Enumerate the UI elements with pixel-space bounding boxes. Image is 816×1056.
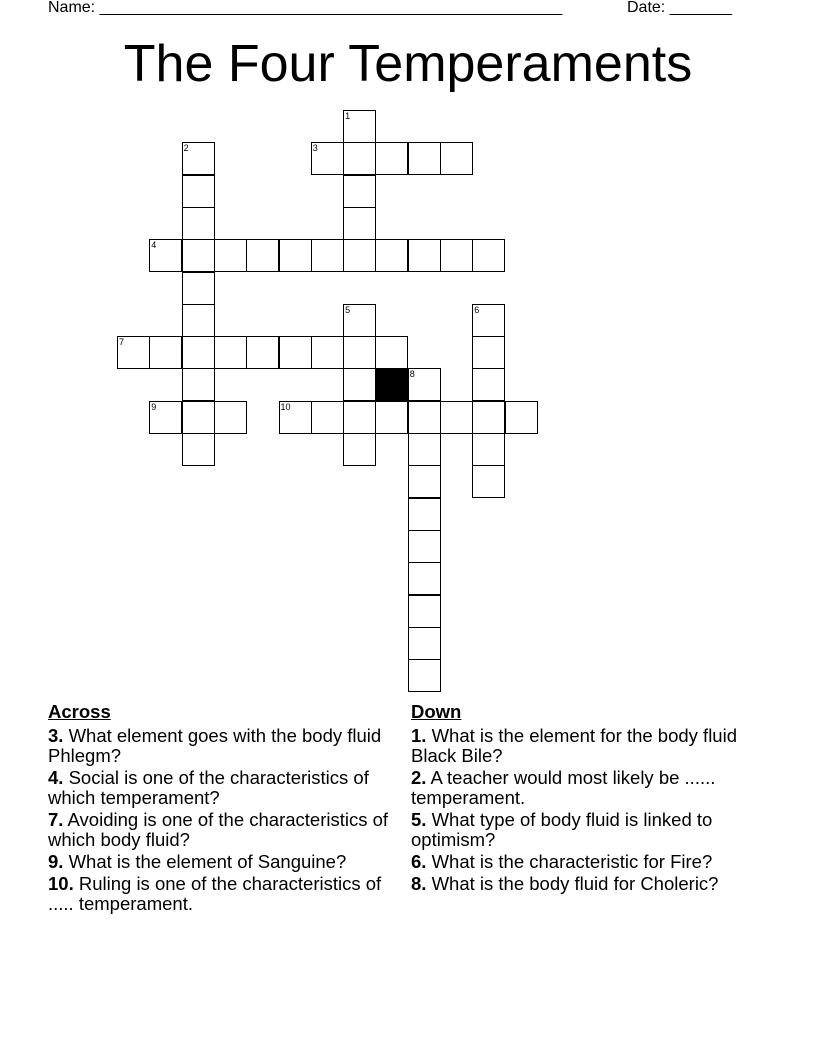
cell-number: 1 <box>345 111 351 121</box>
crossword-cell[interactable] <box>311 336 344 369</box>
cell-number: 9 <box>151 401 157 412</box>
crossword-cell[interactable] <box>182 401 215 434</box>
clue-number: 7. <box>48 809 64 830</box>
crossword-cell[interactable] <box>182 142 215 175</box>
page-title: The Four Temperaments <box>123 35 693 93</box>
clue-number: 10. <box>48 873 74 894</box>
crossword-cell[interactable] <box>279 336 312 369</box>
clue-number: 4. <box>48 767 64 788</box>
crossword-cell[interactable] <box>343 401 376 434</box>
crossword-cell[interactable] <box>408 433 441 466</box>
clue-text: What is the body fluid for Choleric? <box>426 873 719 894</box>
crossword-cell[interactable] <box>408 368 441 401</box>
clue-text: What is the element for the body fluid Black Bile? <box>411 725 737 766</box>
crossword-cell[interactable] <box>182 207 215 240</box>
down-clue <box>411 852 751 872</box>
across-clue <box>48 726 408 766</box>
crossword-cell[interactable] <box>408 562 441 595</box>
across-clues <box>48 702 408 916</box>
crossword-cell[interactable] <box>408 142 441 175</box>
crossword-cell[interactable] <box>343 110 376 143</box>
crossword-cell[interactable] <box>408 627 441 660</box>
cell-number: 5 <box>345 304 351 315</box>
clue-number: 9. <box>48 851 64 872</box>
crossword-cell[interactable] <box>343 433 376 466</box>
clue-text: What type of body fluid is linked to optimism? <box>411 809 713 850</box>
clue-text: What is the element of Sanguine? <box>63 851 347 872</box>
down-clue <box>411 768 751 808</box>
crossword-cell[interactable] <box>149 336 182 369</box>
crossword-cell[interactable] <box>246 336 279 369</box>
crossword-cell[interactable] <box>311 239 344 272</box>
clue-number: 3. <box>48 725 64 746</box>
crossword-cell[interactable] <box>472 336 505 369</box>
crossword-cell[interactable] <box>343 142 376 175</box>
crossword-cell[interactable] <box>440 401 473 434</box>
cell-number: 3 <box>312 143 318 154</box>
crossword-cell[interactable] <box>505 401 538 434</box>
crossword-cell[interactable] <box>182 336 215 369</box>
crossword-cell[interactable] <box>117 336 150 369</box>
down-clues <box>411 702 751 896</box>
crossword-cell[interactable] <box>375 336 408 369</box>
crossword-cell[interactable] <box>182 272 215 305</box>
across-heading: Across <box>48 701 111 722</box>
crossword-cell[interactable] <box>375 239 408 272</box>
across-clue <box>48 874 408 914</box>
crossword-cell[interactable] <box>472 465 505 498</box>
clue-number: 8. <box>411 873 427 894</box>
crossword-cell[interactable] <box>472 239 505 272</box>
crossword-cell[interactable] <box>182 433 215 466</box>
across-clue <box>48 852 408 872</box>
crossword-cell[interactable] <box>343 336 376 369</box>
crossword-cell[interactable] <box>182 239 215 272</box>
crossword-cell[interactable] <box>311 401 344 434</box>
clue-text: What is the characteristic for Fire? <box>426 851 713 872</box>
crossword-cell[interactable] <box>408 239 441 272</box>
name-field-label: Name: ____________________________________________________ <box>48 0 563 16</box>
crossword-cell[interactable] <box>440 142 473 175</box>
across-clue <box>48 768 408 808</box>
clue-text: Ruling is one of the characteristics of ..... temperament. <box>48 873 382 914</box>
clue-text: What element goes with the body fluid Phlegm? <box>48 725 382 766</box>
down-clue <box>411 874 751 894</box>
crossword-cell[interactable] <box>149 239 182 272</box>
crossword-cell[interactable] <box>343 368 376 401</box>
crossword-cell[interactable] <box>472 304 505 337</box>
crossword-cell[interactable] <box>408 595 441 628</box>
crossword-cell[interactable] <box>182 304 215 337</box>
cell-number: 2 <box>183 143 189 154</box>
crossword-cell[interactable] <box>343 175 376 208</box>
crossword-cell[interactable] <box>182 368 215 401</box>
cell-number: 6 <box>474 304 480 315</box>
crossword-cell[interactable] <box>214 239 247 272</box>
crossword-cell[interactable] <box>182 175 215 208</box>
crossword-cell[interactable] <box>214 401 247 434</box>
crossword-cell[interactable] <box>440 239 473 272</box>
crossword-cell[interactable] <box>408 401 441 434</box>
crossword-cell[interactable] <box>375 401 408 434</box>
crossword-cell[interactable] <box>343 304 376 337</box>
crossword-cell[interactable] <box>408 659 441 692</box>
crossword-cell[interactable] <box>149 401 182 434</box>
crossword-block-cell <box>375 368 408 401</box>
clue-number: 6. <box>411 851 427 872</box>
crossword-cell[interactable] <box>246 239 279 272</box>
crossword-cell[interactable] <box>375 142 408 175</box>
down-clue <box>411 726 751 766</box>
clue-text: Avoiding is one of the characteristics of which body fluid? <box>48 809 389 850</box>
crossword-cell[interactable] <box>472 433 505 466</box>
clue-number: 1. <box>411 725 427 746</box>
down-clue <box>411 810 751 850</box>
date-field-label: Date: _______ <box>627 0 732 16</box>
crossword-cell[interactable] <box>408 498 441 531</box>
clue-number: 5. <box>411 809 427 830</box>
crossword-cell[interactable] <box>343 239 376 272</box>
crossword-cell[interactable] <box>279 401 312 434</box>
clue-text: Social is one of the characteristics of which temperament? <box>48 767 369 808</box>
cell-number: 4 <box>151 240 157 251</box>
down-heading: Down <box>411 701 462 722</box>
across-clue <box>48 810 408 850</box>
clue-text: A teacher would most likely be ...... temperament. <box>411 767 716 808</box>
crossword-cell[interactable] <box>408 465 441 498</box>
crossword-cell[interactable] <box>472 368 505 401</box>
crossword-cell[interactable] <box>343 207 376 240</box>
crossword-cell[interactable] <box>214 336 247 369</box>
cell-number: 10 <box>280 401 291 412</box>
cell-number: 8 <box>409 369 415 380</box>
crossword-cell[interactable] <box>311 142 344 175</box>
cell-number: 7 <box>119 337 125 348</box>
clue-number: 2. <box>411 767 427 788</box>
crossword-cell[interactable] <box>279 239 312 272</box>
crossword-cell[interactable] <box>472 401 505 434</box>
crossword-cell[interactable] <box>408 530 441 563</box>
